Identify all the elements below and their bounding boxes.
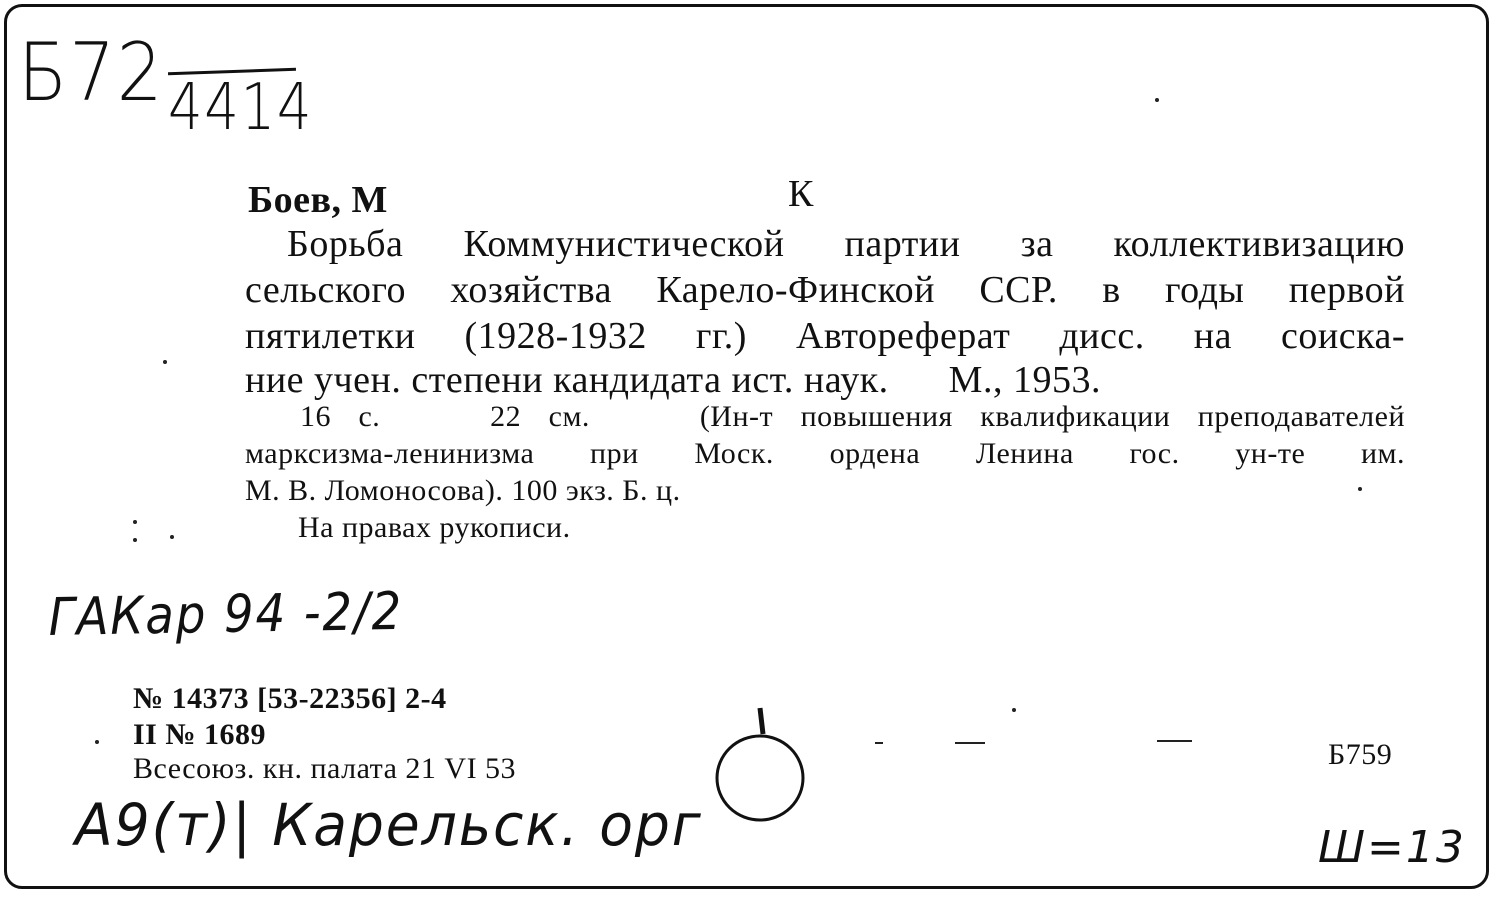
title-line-1: Борьба Коммунистической партии за коллективизацию (287, 223, 1405, 265)
footer-line-1: № 14373 [53-22356] 2-4 (133, 682, 447, 715)
speck (1358, 487, 1362, 491)
description-line-3: М. В. Ломоносова). 100 экз. Б. ц. (245, 474, 681, 507)
author-letter: К (788, 173, 814, 215)
handwritten-classification: А9(т)| Карельск. орг (75, 791, 703, 859)
title-line-4: ние учен. степени кандидата ист. наук. М., 1953. (245, 359, 1101, 401)
dash-mark (875, 742, 883, 744)
title-line-3: пятилетки (1928-1932 гг.) Автореферат дисс. на соиска- (245, 315, 1405, 357)
speck (133, 538, 137, 542)
shelf-mark-prefix: Б72 (18, 26, 165, 119)
shelf-mark-number: 4414 (168, 71, 314, 145)
title-line-2: сельского хозяйства Карело-Финской ССР. в годы первой (245, 269, 1405, 311)
note: На правах рукописи. (298, 511, 571, 544)
speck (163, 360, 167, 364)
footer-line-2: II № 1689 (133, 718, 266, 751)
speck (170, 535, 174, 539)
footer-line-3: Всесоюз. кн. палата 21 VI 53 (133, 752, 517, 785)
dash-mark (1157, 740, 1192, 742)
archive-code: ГАКар 94 -2/2 (48, 581, 404, 648)
description-line-1: 16 с. 22 см. (Ин-т повышения квалификации преподавателей (300, 400, 1405, 433)
speck (1155, 98, 1159, 102)
dash-mark (955, 742, 985, 744)
author: Боев, М (248, 179, 388, 221)
footer-code-right: Б759 (1328, 738, 1393, 771)
description-line-2: марксизма-ленинизма при Моск. ордена Ленина гос. ун-те им. (245, 437, 1405, 470)
punch-hole (705, 700, 815, 830)
speck (133, 520, 137, 524)
speck (1012, 708, 1016, 712)
handwritten-corner-note: Ш=13 (1318, 822, 1466, 873)
speck (95, 740, 99, 744)
